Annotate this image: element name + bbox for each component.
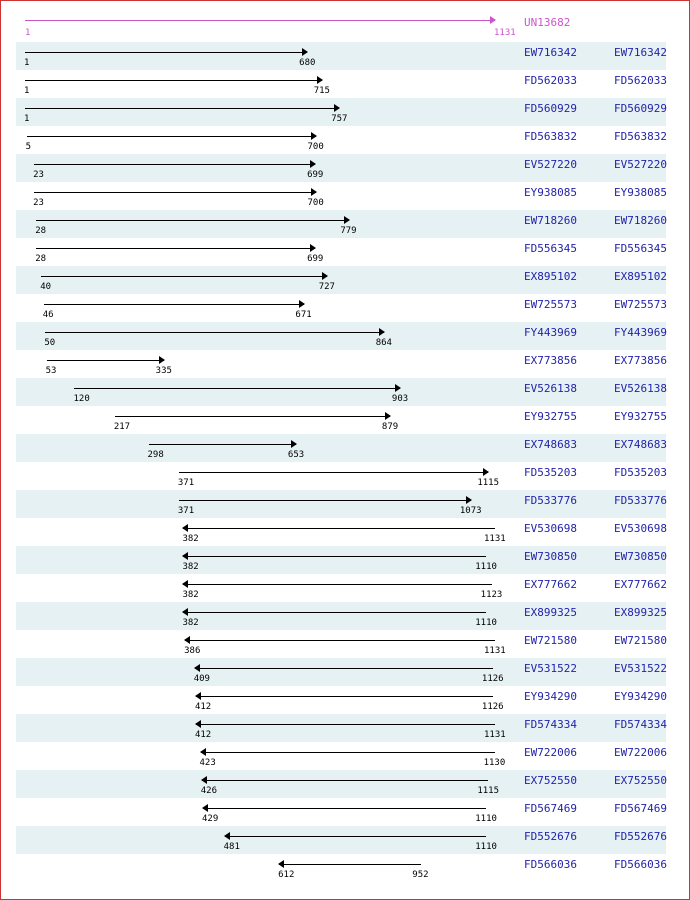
- forward-arrow: [34, 164, 315, 165]
- accession-link[interactable]: EX777662: [524, 578, 577, 591]
- forward-arrow: [41, 276, 327, 277]
- reverse-arrow: [183, 556, 486, 557]
- accession-link[interactable]: FD535203: [524, 466, 577, 479]
- accession-link[interactable]: EW722006: [524, 746, 577, 759]
- accession-link-secondary[interactable]: FD560929: [614, 102, 667, 115]
- end-coordinate: 700: [307, 198, 324, 208]
- end-coordinate: 864: [375, 338, 392, 348]
- alignment-row: [16, 714, 666, 742]
- accession-link[interactable]: EV530698: [524, 522, 577, 535]
- accession-link[interactable]: EX899325: [524, 606, 577, 619]
- reference-row: [16, 14, 666, 42]
- end-coordinate: 1131: [484, 646, 506, 656]
- start-coordinate: 1: [24, 58, 30, 68]
- end-coordinate: 1131: [484, 730, 506, 740]
- accession-link-secondary[interactable]: EW722006: [614, 746, 667, 759]
- accession-link-secondary[interactable]: EW725573: [614, 298, 667, 311]
- accession-link[interactable]: FD574334: [524, 718, 577, 731]
- end-coordinate: 779: [340, 226, 357, 236]
- accession-link-secondary[interactable]: EW730850: [614, 550, 667, 563]
- end-coordinate: 335: [155, 366, 172, 376]
- alignment-row: [16, 658, 666, 686]
- start-coordinate: 612: [278, 870, 295, 880]
- accession-link[interactable]: FD563832: [524, 130, 577, 143]
- end-coordinate: 699: [307, 254, 324, 264]
- accession-link-secondary[interactable]: EW718260: [614, 214, 667, 227]
- accession-link-secondary[interactable]: EW716342: [614, 46, 667, 59]
- accession-link[interactable]: EY934290: [524, 690, 577, 703]
- end-coordinate: 1073: [459, 506, 482, 516]
- alignment-row: [16, 182, 666, 210]
- end-coordinate: 671: [295, 310, 312, 320]
- reverse-arrow: [203, 808, 486, 809]
- start-coordinate: 429: [202, 814, 219, 824]
- alignment-row: [16, 546, 666, 574]
- forward-arrow: [36, 248, 315, 249]
- accession-link[interactable]: EW718260: [524, 214, 577, 227]
- accession-link[interactable]: EX748683: [524, 438, 577, 451]
- accession-link-secondary[interactable]: FD535203: [614, 466, 667, 479]
- start-coordinate: 23: [33, 170, 44, 180]
- end-coordinate: 1126: [481, 674, 504, 684]
- accession-link-secondary[interactable]: FD574334: [614, 718, 667, 731]
- end-coordinate: 653: [287, 450, 305, 460]
- forward-arrow: [47, 360, 164, 361]
- accession-link-secondary[interactable]: FD567469: [614, 802, 667, 815]
- end-coordinate: 699: [307, 170, 324, 180]
- accession-link-secondary[interactable]: EX777662: [614, 578, 667, 591]
- start-coordinate: 298: [147, 450, 164, 460]
- alignment-row: [16, 686, 666, 714]
- accession-link-secondary[interactable]: EY934290: [614, 690, 667, 703]
- accession-link[interactable]: FD552676: [524, 830, 577, 843]
- accession-link-secondary[interactable]: FD533776: [614, 494, 667, 507]
- accession-link-secondary[interactable]: EX899325: [614, 606, 667, 619]
- end-coordinate: 1110: [475, 814, 497, 824]
- accession-link[interactable]: FD560929: [524, 102, 577, 115]
- alignment-row: [16, 266, 666, 294]
- alignment-row: [16, 210, 666, 238]
- accession-link-secondary[interactable]: FD566036: [614, 858, 667, 871]
- accession-link-secondary[interactable]: EV527220: [614, 158, 667, 171]
- end-coordinate: 680: [299, 58, 316, 68]
- start-coordinate: 1: [24, 86, 30, 96]
- forward-arrow: [25, 108, 339, 109]
- reverse-arrow: [225, 836, 487, 837]
- start-coordinate: 217: [113, 422, 131, 432]
- start-coordinate: 53: [45, 366, 57, 376]
- forward-arrow: [27, 136, 316, 137]
- start-coordinate: 382: [182, 562, 199, 572]
- reference-id[interactable]: UN13682: [524, 16, 571, 29]
- accession-link[interactable]: EX773856: [524, 354, 577, 367]
- accession-link[interactable]: FD556345: [524, 242, 577, 255]
- forward-arrow: [44, 304, 304, 305]
- alignment-row: [16, 294, 666, 322]
- accession-link-secondary[interactable]: FD562033: [614, 74, 667, 87]
- reverse-arrow: [185, 640, 495, 641]
- end-coordinate: 1115: [477, 786, 500, 796]
- alignment-row: [16, 630, 666, 658]
- accession-link-secondary[interactable]: FY443969: [614, 326, 667, 339]
- start-coordinate: 1: [24, 114, 30, 124]
- alignment-row: [16, 42, 666, 70]
- accession-link[interactable]: EW730850: [524, 550, 577, 563]
- accession-link-secondary[interactable]: EX895102: [614, 270, 667, 283]
- forward-arrow: [25, 52, 307, 53]
- end-coordinate: 1126: [481, 702, 504, 712]
- start-coordinate: 46: [42, 310, 54, 320]
- alignment-row: [16, 826, 666, 854]
- reverse-arrow: [195, 668, 493, 669]
- alignment-row: [16, 378, 666, 406]
- accession-link[interactable]: FY443969: [524, 326, 577, 339]
- end-coordinate: 727: [318, 282, 335, 292]
- forward-arrow: [45, 332, 384, 333]
- start-coordinate: 371: [177, 506, 195, 516]
- accession-link-secondary[interactable]: EV526138: [614, 382, 667, 395]
- alignment-row: [16, 462, 666, 490]
- alignment-row: [16, 322, 666, 350]
- end-coordinate: 1110: [475, 618, 497, 628]
- forward-arrow: [34, 192, 316, 193]
- reverse-arrow: [196, 696, 493, 697]
- reverse-arrow: [183, 528, 495, 529]
- end-coordinate: 903: [391, 394, 409, 404]
- alignment-row: [16, 350, 666, 378]
- start-coordinate: 412: [194, 730, 212, 740]
- accession-link-secondary[interactable]: EX752550: [614, 774, 667, 787]
- start-coordinate: 40: [40, 282, 52, 292]
- accession-link[interactable]: EV526138: [524, 382, 577, 395]
- alignment-row: [16, 406, 666, 434]
- reference-end: 1131: [494, 28, 516, 38]
- accession-link-secondary[interactable]: EY932755: [614, 410, 667, 423]
- reverse-arrow: [183, 612, 486, 613]
- start-coordinate: 28: [35, 226, 47, 236]
- accession-link-secondary[interactable]: EV530698: [614, 522, 667, 535]
- end-coordinate: 952: [412, 870, 429, 880]
- start-coordinate: 412: [194, 702, 212, 712]
- alignment-row: [16, 742, 666, 770]
- start-coordinate: 371: [177, 478, 195, 488]
- reverse-arrow: [183, 584, 491, 585]
- accession-link-secondary[interactable]: FD556345: [614, 242, 667, 255]
- start-coordinate: 423: [199, 758, 216, 768]
- accession-link[interactable]: EV531522: [524, 662, 577, 675]
- start-coordinate: 409: [193, 674, 210, 684]
- end-coordinate: 1123: [480, 590, 503, 600]
- alignment-row: [16, 518, 666, 546]
- start-coordinate: 50: [44, 338, 56, 348]
- start-coordinate: 481: [223, 842, 240, 852]
- accession-link-secondary[interactable]: EX748683: [614, 438, 667, 451]
- alignment-row: [16, 770, 666, 798]
- accession-link[interactable]: EW725573: [524, 298, 577, 311]
- reference-start: 1: [25, 28, 31, 38]
- accession-link-secondary[interactable]: FD552676: [614, 830, 667, 843]
- start-coordinate: 28: [35, 254, 47, 264]
- accession-link-secondary[interactable]: FD563832: [614, 130, 667, 143]
- start-coordinate: 382: [182, 590, 199, 600]
- accession-link[interactable]: EW721580: [524, 634, 577, 647]
- accession-link-secondary[interactable]: EX773856: [614, 354, 667, 367]
- alignment-row: [16, 854, 666, 882]
- accession-link[interactable]: EY932755: [524, 410, 577, 423]
- alignment-row: [16, 70, 666, 98]
- accession-link[interactable]: EV527220: [524, 158, 577, 171]
- alignment-row: [16, 238, 666, 266]
- forward-arrow: [179, 472, 488, 473]
- accession-link-secondary[interactable]: EW721580: [614, 634, 667, 647]
- start-coordinate: 5: [25, 142, 32, 152]
- end-coordinate: 715: [313, 86, 330, 96]
- end-coordinate: 879: [381, 422, 399, 432]
- end-coordinate: 1110: [475, 562, 497, 572]
- reverse-arrow: [201, 752, 495, 753]
- accession-link[interactable]: EW716342: [524, 46, 577, 59]
- start-coordinate: 23: [33, 198, 44, 208]
- forward-arrow: [25, 80, 322, 81]
- alignment-row: [16, 798, 666, 826]
- alignment-row: [16, 490, 666, 518]
- end-coordinate: 1131: [484, 534, 506, 544]
- reverse-arrow: [202, 780, 489, 781]
- alignment-row: [16, 574, 666, 602]
- start-coordinate: 382: [182, 618, 199, 628]
- accession-link[interactable]: FD566036: [524, 858, 577, 871]
- start-coordinate: 386: [184, 646, 201, 656]
- reverse-arrow: [196, 724, 495, 725]
- start-coordinate: 426: [200, 786, 218, 796]
- accession-link-secondary[interactable]: EV531522: [614, 662, 667, 675]
- alignment-row: [16, 154, 666, 182]
- alignment-row: [16, 126, 666, 154]
- accession-link-secondary[interactable]: EY938085: [614, 186, 667, 199]
- end-coordinate: 1130: [483, 758, 506, 768]
- alignment-row: [16, 434, 666, 462]
- reference-arrow: [25, 20, 495, 21]
- alignment-row: [16, 98, 666, 126]
- end-coordinate: 1110: [475, 842, 497, 852]
- forward-arrow: [74, 388, 400, 389]
- accession-link[interactable]: FD562033: [524, 74, 577, 87]
- forward-arrow: [149, 444, 297, 445]
- forward-arrow: [115, 416, 390, 417]
- forward-arrow: [179, 500, 471, 501]
- accession-link[interactable]: FD533776: [524, 494, 577, 507]
- end-coordinate: 700: [307, 142, 324, 152]
- accession-link[interactable]: EX895102: [524, 270, 577, 283]
- start-coordinate: 120: [73, 394, 90, 404]
- forward-arrow: [36, 220, 348, 221]
- accession-link[interactable]: EY938085: [524, 186, 577, 199]
- end-coordinate: 1115: [477, 478, 500, 488]
- reverse-arrow: [279, 864, 420, 865]
- start-coordinate: 382: [182, 534, 199, 544]
- alignment-row: [16, 602, 666, 630]
- accession-link[interactable]: FD567469: [524, 802, 577, 815]
- end-coordinate: 757: [331, 114, 348, 124]
- accession-link[interactable]: EX752550: [524, 774, 577, 787]
